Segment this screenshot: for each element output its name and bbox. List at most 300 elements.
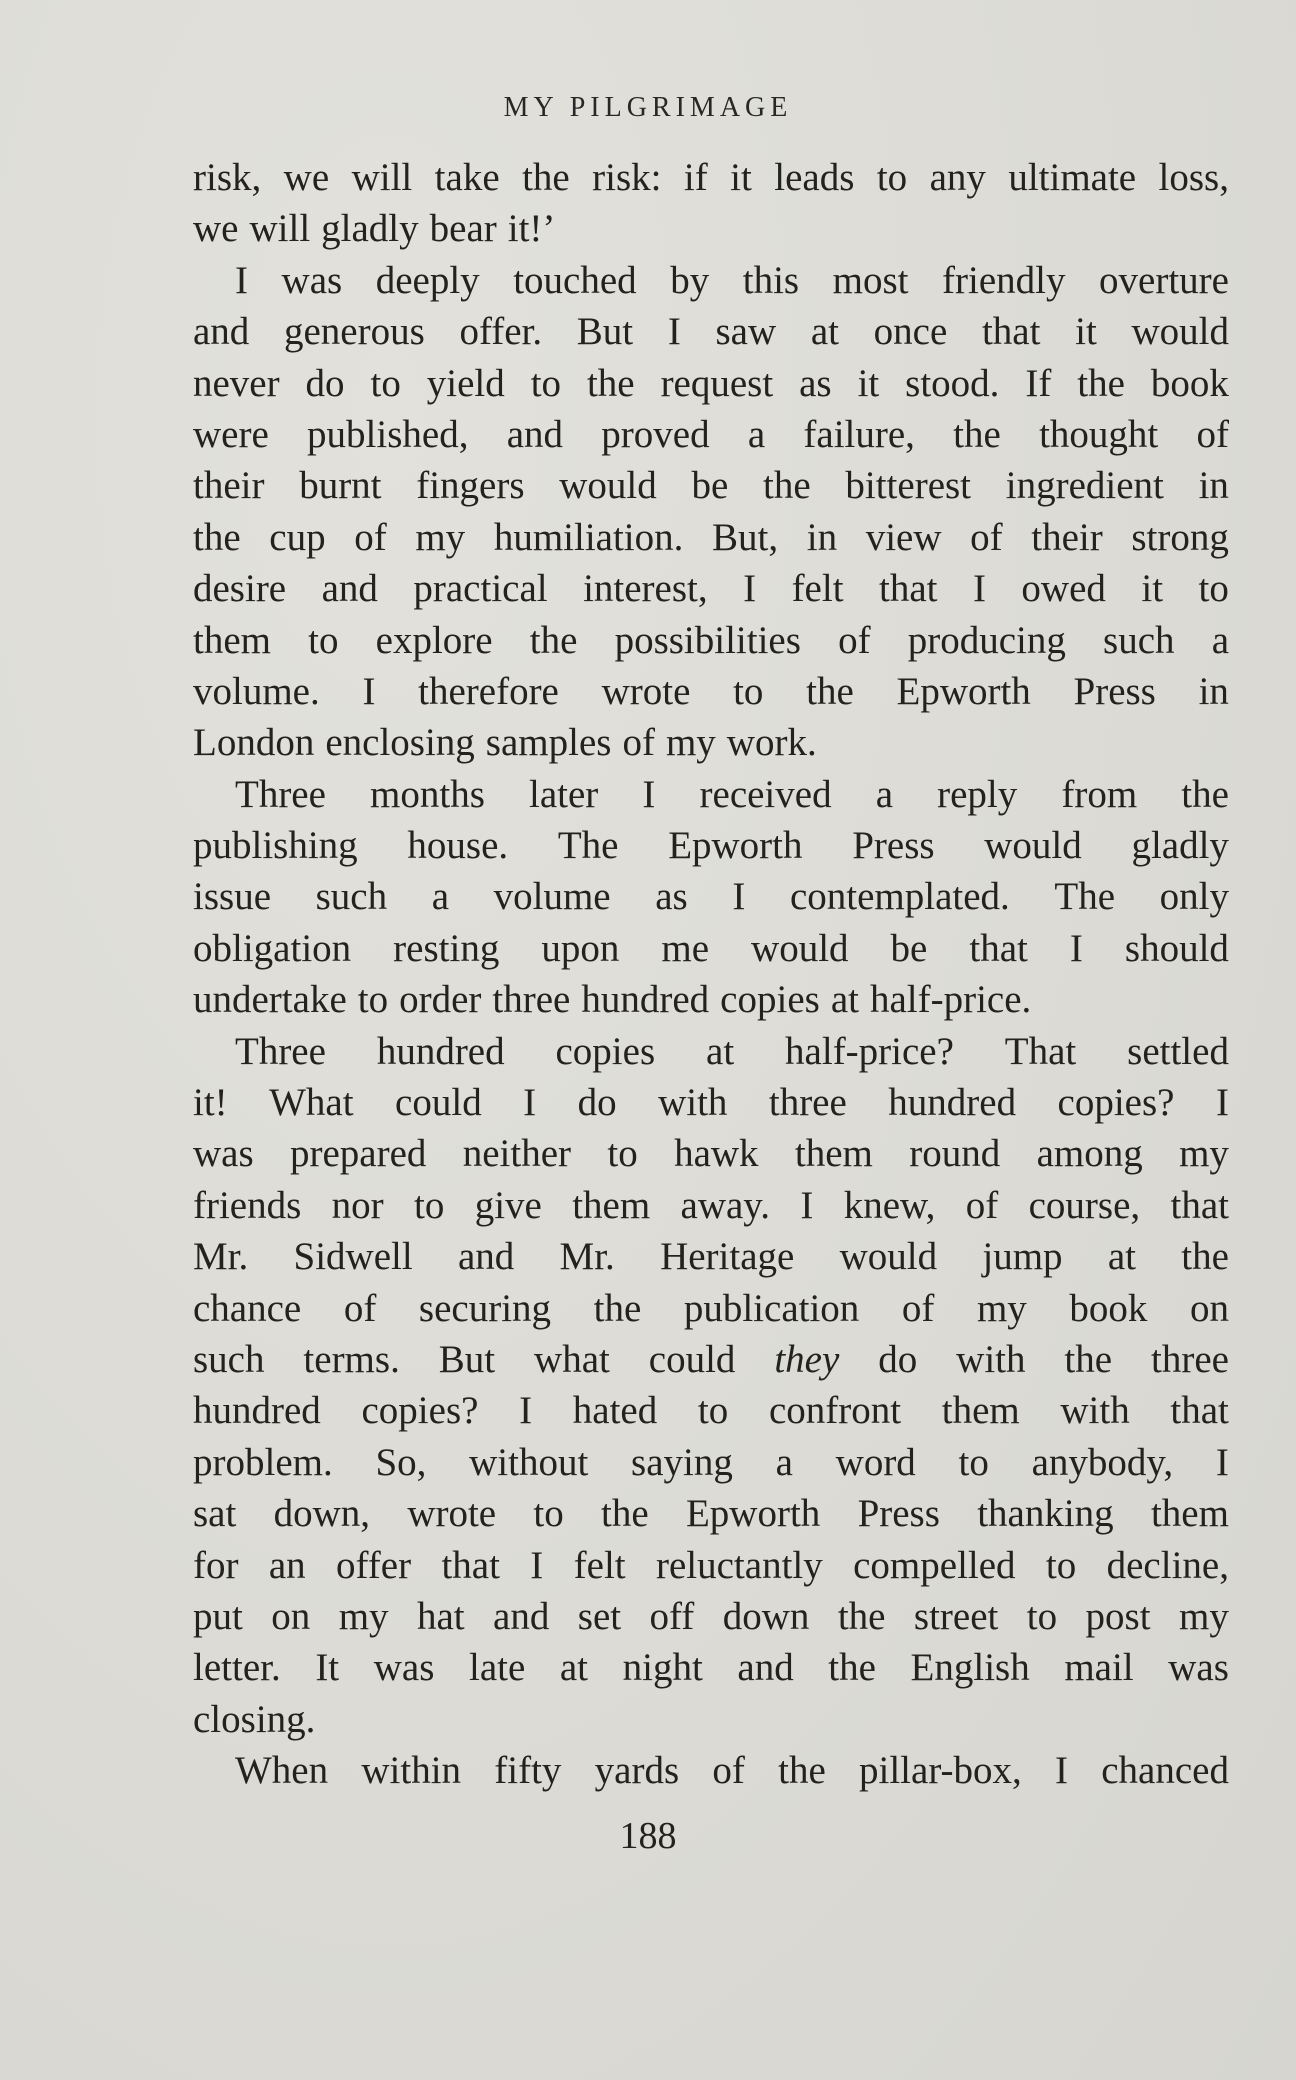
text-line — [193, 409, 1229, 460]
word: in — [1198, 464, 1229, 508]
word: It — [315, 1646, 340, 1690]
word: I — [972, 567, 986, 611]
word: compelled — [853, 1543, 1016, 1587]
word: my — [1178, 1594, 1229, 1638]
word: set — [577, 1594, 622, 1638]
word: to — [1045, 1543, 1077, 1587]
word: Mr. — [193, 1235, 249, 1279]
word: settled — [1127, 1029, 1229, 1073]
word: neither — [462, 1132, 572, 1176]
word: That — [1004, 1029, 1077, 1073]
word: in — [1198, 669, 1229, 713]
word: and — [193, 310, 250, 354]
word: bitterest — [845, 464, 972, 508]
word: reluctantly — [655, 1543, 823, 1587]
word: view — [865, 515, 942, 559]
word: and — [457, 1235, 515, 1279]
word: of — [343, 1286, 377, 1330]
word: away. — [680, 1183, 771, 1227]
word: be — [691, 464, 729, 508]
word: it! — [193, 1081, 228, 1125]
word: mail — [1064, 1646, 1134, 1690]
word: on — [1189, 1286, 1229, 1330]
word: saw — [715, 310, 777, 354]
word: if — [683, 156, 708, 199]
word: a — [875, 772, 894, 816]
word: anybody, — [1031, 1440, 1174, 1484]
word: gladly — [1131, 824, 1229, 868]
word: But — [438, 1337, 496, 1381]
word: do — [878, 1337, 918, 1381]
word: we — [283, 156, 330, 199]
word: we — [193, 207, 239, 251]
word: I — [1055, 1749, 1068, 1793]
word: thanking — [977, 1492, 1114, 1536]
word: London — [193, 721, 315, 765]
word: them — [941, 1389, 1020, 1433]
word: Epworth — [668, 824, 803, 868]
text-line — [193, 1540, 1229, 1591]
word: among — [1036, 1132, 1143, 1176]
running-title: MY PILGRIMAGE — [503, 92, 793, 123]
word: the — [601, 1492, 649, 1536]
word: as — [655, 875, 688, 919]
word: and — [506, 412, 564, 456]
word: and — [321, 567, 378, 611]
word: half-price. — [869, 978, 1032, 1022]
word: from — [1061, 772, 1138, 816]
word: I — [732, 875, 746, 919]
text-line — [193, 306, 1229, 357]
word: in — [806, 515, 838, 559]
text-line — [193, 1591, 1229, 1642]
word: But, — [712, 515, 779, 559]
word: Mr. — [559, 1235, 615, 1279]
word: that — [1170, 1183, 1229, 1227]
word: Sidwell — [293, 1235, 413, 1279]
word: nor — [331, 1183, 384, 1227]
word: reply — [937, 772, 1018, 816]
word: hundred — [376, 1029, 505, 1073]
word: prepared — [290, 1132, 427, 1176]
word: sat — [193, 1492, 237, 1536]
word: upon — [541, 926, 620, 970]
word: would — [1131, 310, 1229, 354]
word: undertake — [193, 978, 347, 1022]
word: Press — [852, 824, 935, 868]
word: terms. — [303, 1337, 400, 1381]
text-line — [193, 1745, 1229, 1796]
word: volume. — [193, 669, 320, 713]
word: English — [910, 1646, 1030, 1690]
word: could — [648, 1337, 736, 1381]
word: my — [665, 721, 716, 765]
word: it — [730, 156, 752, 199]
word: ultimate — [1008, 156, 1137, 199]
word: me — [661, 926, 710, 970]
word: to — [414, 1183, 445, 1227]
word: they — [774, 1337, 840, 1381]
word: on — [271, 1594, 311, 1638]
word: to — [370, 361, 401, 405]
word: any — [929, 156, 986, 199]
word: it — [1075, 310, 1097, 354]
word: to — [308, 618, 339, 662]
word: to — [733, 669, 764, 713]
word: that — [879, 567, 938, 611]
word: I — [235, 258, 248, 302]
word: stood. — [905, 361, 1000, 405]
word: problem. — [193, 1440, 333, 1484]
word: such — [1103, 618, 1175, 662]
word: were — [193, 412, 269, 456]
word: them — [794, 1132, 873, 1176]
word: jump — [982, 1235, 1063, 1279]
word: ingredient — [1005, 464, 1164, 508]
word: the — [806, 669, 854, 713]
word: to — [357, 978, 389, 1022]
word: publication — [683, 1286, 860, 1330]
word: I — [642, 772, 656, 816]
word: thought — [1039, 412, 1159, 456]
word: of — [965, 1183, 999, 1227]
word: would — [559, 464, 657, 508]
word: that — [441, 1543, 500, 1587]
word: of — [712, 1749, 745, 1793]
text-line — [193, 255, 1229, 306]
word: it — [1141, 567, 1164, 611]
word: overture — [1099, 258, 1229, 302]
word: the — [1181, 772, 1229, 816]
word: of — [970, 515, 1003, 559]
word: as — [799, 361, 832, 405]
word: desire — [193, 567, 287, 611]
word: to — [607, 1132, 638, 1176]
word: to — [530, 361, 562, 405]
word: would — [984, 824, 1082, 868]
word: copies — [555, 1029, 656, 1073]
word: street — [913, 1594, 999, 1638]
word: burnt — [299, 464, 382, 508]
text-line — [193, 358, 1229, 409]
word: saying — [631, 1440, 733, 1484]
word: securing — [418, 1286, 552, 1330]
word: night — [622, 1646, 703, 1690]
word: Three — [235, 772, 326, 816]
text-line — [193, 820, 1229, 871]
word: the — [586, 361, 635, 405]
word: by — [670, 258, 710, 302]
word: bear — [429, 207, 497, 251]
text-line — [193, 1077, 1229, 1128]
word: take — [434, 156, 500, 199]
word: should — [1124, 926, 1229, 970]
word: If — [1025, 361, 1052, 405]
word: of — [622, 721, 655, 765]
word: it — [857, 361, 880, 405]
word: humiliation. — [493, 515, 684, 559]
word: cup — [269, 515, 326, 559]
text-line — [193, 563, 1229, 614]
word: The — [1054, 875, 1116, 919]
word: I — [1215, 1081, 1229, 1125]
word: Press — [1073, 669, 1156, 713]
word: The — [557, 824, 619, 868]
word: three — [492, 978, 571, 1022]
word: yield — [426, 361, 505, 405]
word: chance — [193, 1286, 302, 1330]
word: fingers — [416, 464, 525, 508]
word: of — [354, 515, 387, 559]
text-line — [193, 1694, 1229, 1745]
word: that — [981, 310, 1041, 354]
word: the — [837, 1594, 886, 1638]
word: letter. — [193, 1646, 281, 1690]
word: at — [810, 310, 839, 354]
word: to — [533, 1492, 564, 1536]
word: was — [281, 258, 343, 302]
word: within — [361, 1749, 462, 1793]
word: hundred — [193, 1389, 321, 1433]
text-line — [193, 460, 1229, 511]
word: the — [529, 618, 578, 662]
word: a — [747, 412, 766, 456]
text-line — [193, 1334, 1229, 1385]
word: such — [193, 1337, 265, 1381]
word: Epworth — [896, 669, 1031, 713]
word: to — [1198, 567, 1229, 611]
word: the — [193, 515, 241, 559]
word: the — [1064, 1337, 1113, 1381]
word: the — [953, 412, 1001, 456]
word: at — [706, 1029, 735, 1073]
word: with — [658, 1081, 728, 1125]
word: them — [1150, 1492, 1229, 1536]
word: late — [468, 1646, 526, 1690]
word: I — [1215, 1440, 1229, 1484]
word: down — [722, 1594, 810, 1638]
word: I — [530, 1543, 544, 1587]
word: Press — [857, 1492, 940, 1536]
word: yards — [594, 1749, 680, 1793]
text-line — [193, 871, 1229, 922]
word: it!’ — [507, 207, 556, 251]
word: their — [193, 464, 265, 508]
word: down, — [273, 1492, 371, 1536]
word: and — [737, 1646, 794, 1690]
text-line — [193, 1128, 1229, 1179]
word: What — [269, 1081, 354, 1125]
word: at — [1107, 1235, 1136, 1279]
word: will — [351, 156, 413, 199]
word: publishing — [193, 824, 358, 868]
word: would — [839, 1235, 938, 1279]
word: samples — [485, 721, 612, 765]
word: house. — [407, 824, 509, 868]
text-line — [193, 1385, 1229, 1436]
text-line — [193, 1437, 1229, 1488]
word: practical — [413, 567, 548, 611]
word: at — [559, 1646, 589, 1690]
word: at — [830, 978, 859, 1022]
word: decline, — [1106, 1543, 1229, 1587]
word: never — [193, 361, 280, 405]
word: hundred — [888, 1081, 1017, 1125]
word: months — [370, 772, 485, 816]
word: I — [1069, 926, 1083, 970]
word: the — [1077, 361, 1125, 405]
word: was — [373, 1646, 435, 1690]
text-line — [193, 1488, 1229, 1539]
word: was — [193, 1132, 254, 1176]
word: issue — [193, 875, 271, 919]
word: copies? — [1057, 1081, 1175, 1125]
word: off — [649, 1594, 695, 1638]
word: them — [572, 1183, 651, 1227]
word: wrote — [601, 669, 691, 713]
word: round — [909, 1132, 1001, 1176]
word: possibilities — [614, 618, 801, 662]
word: therefore — [418, 669, 559, 713]
word: be — [890, 926, 928, 970]
word: hawk — [674, 1132, 759, 1176]
word: the — [828, 1646, 876, 1690]
word: half-price? — [785, 1029, 954, 1073]
word: I — [667, 310, 681, 354]
text-line — [193, 1283, 1229, 1334]
word: later — [529, 772, 599, 816]
word: confront — [768, 1389, 902, 1433]
word: enclosing — [325, 721, 475, 765]
text-line — [193, 666, 1229, 717]
word: a — [775, 1440, 793, 1484]
text-line — [193, 1180, 1229, 1231]
word: give — [474, 1183, 542, 1227]
word: most — [832, 258, 909, 302]
word: the — [522, 156, 570, 199]
text-line — [193, 152, 1229, 203]
word: book — [1150, 361, 1229, 405]
word: do — [577, 1081, 617, 1125]
word: three — [1151, 1337, 1229, 1381]
word: gladly — [321, 207, 419, 251]
word: what — [534, 1337, 610, 1381]
word: leads — [774, 156, 855, 199]
word: a — [1211, 618, 1229, 662]
word: to — [876, 156, 908, 199]
word: could — [395, 1081, 482, 1125]
word: that — [969, 926, 1028, 970]
word: interest, — [583, 567, 708, 611]
word: the — [1181, 1235, 1229, 1279]
word: course, — [1028, 1183, 1141, 1227]
word: my — [415, 515, 466, 559]
word: post — [1085, 1594, 1151, 1638]
word: chanced — [1101, 1749, 1229, 1793]
word: that — [1170, 1389, 1229, 1433]
word: without — [469, 1440, 589, 1484]
word: I — [743, 567, 757, 611]
word: only — [1159, 875, 1229, 919]
word: proved — [601, 412, 710, 456]
text-line — [193, 615, 1229, 666]
word: So, — [375, 1440, 427, 1484]
word: volume — [493, 875, 611, 919]
word: resting — [393, 926, 500, 970]
word: with — [1060, 1389, 1130, 1433]
word: risk: — [592, 156, 662, 199]
body-text — [193, 152, 1229, 1797]
word: put — [193, 1594, 243, 1638]
word: contemplated. — [789, 875, 1010, 919]
word: my — [1179, 1132, 1229, 1176]
word: of — [901, 1286, 935, 1330]
word: explore — [375, 618, 493, 662]
word: strong — [1131, 515, 1229, 559]
word: will — [249, 207, 311, 251]
word: three — [768, 1081, 847, 1125]
word: the — [763, 464, 811, 508]
word: copies? — [361, 1389, 479, 1433]
word: Epworth — [685, 1492, 821, 1536]
word: But — [576, 310, 634, 354]
word: When — [235, 1749, 329, 1793]
word: offer. — [459, 310, 543, 354]
word: for — [193, 1543, 239, 1587]
word: wrote — [407, 1492, 497, 1536]
word: owed — [1021, 567, 1106, 611]
word: to — [958, 1440, 989, 1484]
word: order — [399, 978, 482, 1022]
page-number: 188 — [619, 1815, 677, 1857]
text-line — [193, 974, 1229, 1025]
word: friends — [193, 1183, 302, 1227]
text-line — [193, 1231, 1229, 1282]
word: received — [699, 772, 832, 816]
word: pillar-box, — [859, 1749, 1022, 1793]
word: the — [593, 1286, 642, 1330]
word: request — [660, 361, 774, 405]
text-line — [193, 717, 1229, 768]
word: would — [751, 926, 849, 970]
word: touched — [513, 258, 637, 302]
text-line — [193, 203, 1229, 254]
word: and — [493, 1594, 550, 1638]
word: offer — [336, 1543, 412, 1587]
text-line — [193, 769, 1229, 820]
word: Heritage — [660, 1235, 795, 1279]
word: a — [431, 875, 450, 919]
word: knew, — [843, 1183, 936, 1227]
word: copies — [720, 978, 820, 1022]
word: their — [1031, 515, 1103, 559]
text-line — [193, 1026, 1229, 1077]
word: with — [956, 1337, 1026, 1381]
word: an — [268, 1543, 306, 1587]
word: felt — [791, 567, 844, 611]
word: producing — [907, 618, 1066, 662]
word: failure, — [803, 412, 915, 456]
word: work. — [726, 721, 817, 765]
word: published, — [307, 412, 469, 456]
word: of — [838, 618, 871, 662]
word: I — [800, 1183, 814, 1227]
word: to — [1026, 1594, 1058, 1638]
word: felt — [573, 1543, 626, 1587]
word: book — [1069, 1286, 1148, 1330]
word: deeply — [375, 258, 480, 302]
text-line — [193, 512, 1229, 563]
